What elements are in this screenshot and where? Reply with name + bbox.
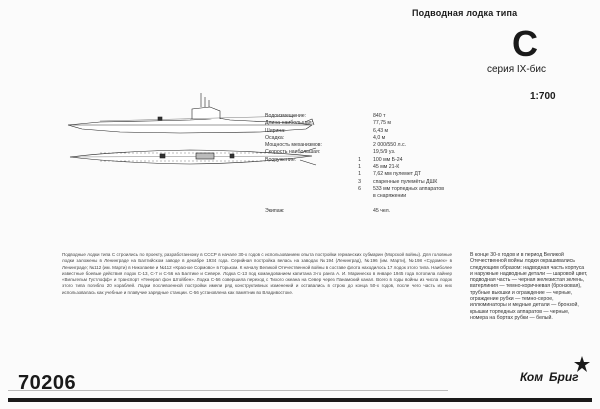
spec-row: Ширина: 6,43 м [265, 127, 389, 134]
class-letter: С [512, 23, 538, 64]
history-text: Подводные лодки типа С строились по проекту, разработанному в СССР в начале 30-х годов с использованием опыта постройки германских субмарин (Морской войны). Для головные лодки заложены в Ленинграде на Балтийском заводе в декабре 1934 года. Серийная постройка велась на заводах №194 (Ленинград), №196 (им. Марти), №198 «Судомех» в Ленинграде; №112 (им. Марти) в Николаеве и №112 «Красное Сормово» в Горьком. К началу Великой Отечественной войны в составе флота находилось 17 лодок этого типа. Наиболее известные боевые действия лодок С-13, С-7 и С-56 на Балтике и Севере. Лодка С-13 под командованием капитана 3-го ранга А. И. Маринеско в январе 1945 года потопила лайнер «Вильгельм Густлофф» и транспорт «Генерал фон Штойбен». Лодка С-56 совершила переход с Тихого океана на Север через Панамский канал. Всего в годы войны из числа лодок этого типа погибло 20 кораблей. Лодки послевоенной постройки имели ряд конструктивных изменений и оставались в строю до конца 50-х годов, после чего часть из них использовалась как учебные и плавучие зарядные станции. С-56 установлена как памятник во Владивостоке. [62, 252, 452, 295]
star-icon [574, 356, 590, 372]
title: Подводная лодка типа [412, 8, 518, 18]
spec-row: Длина наибольшая: 77,75 м [265, 120, 391, 127]
spec-row: 3 спаренные пулемёты ДШК [358, 178, 438, 185]
spec-row: 6 533 мм торпедных аппаратов [358, 185, 444, 192]
spec-row: 1 7,62 мм пулемет ДТ [358, 171, 422, 178]
spec-row: Вооружение: 1 100 мм Б-24 [265, 156, 403, 163]
spec-row: Скорость наибольшая: 19,5/9 уз. [265, 149, 396, 156]
logo-text: Ком [520, 370, 544, 384]
logo-text: Бриг [549, 370, 579, 384]
spec-row: 1 45 мм 21-К [358, 164, 400, 171]
spec-row: Осадка: 4,0 м [265, 134, 386, 141]
spec-row: Водоизмещение: 840 т [265, 113, 386, 119]
spec-row: Мощность механизмов: 2 000/550 л.с. [265, 142, 407, 149]
model-code: 70206 [18, 372, 77, 394]
spec-row: Экипаж: 45 чел. [265, 207, 391, 214]
spec-row: в снаряжении [373, 193, 407, 200]
bottom-border [8, 398, 592, 402]
paint-scheme-text: В конце 30-х годов и в период Великой Отечественной войны лодки окрашивались следующим образом: надводная часть корпуса и наружные надводные детали — шаровой цвет, подводная часть — черная железистая зелень, ватерлиния — темно-коричневая (бронзовая), трубные вьюшки и ограждение — черные, ограждение рубки — темно-серое, иллюминаторы и медные детали — бронзой, крышки торпедных аппаратов — черные, номера на бортах рубки — белый. [470, 252, 588, 321]
series-label: серия IX-бис [487, 64, 546, 75]
specifications-table [265, 113, 525, 215]
scale-label: 1:700 [530, 91, 556, 102]
